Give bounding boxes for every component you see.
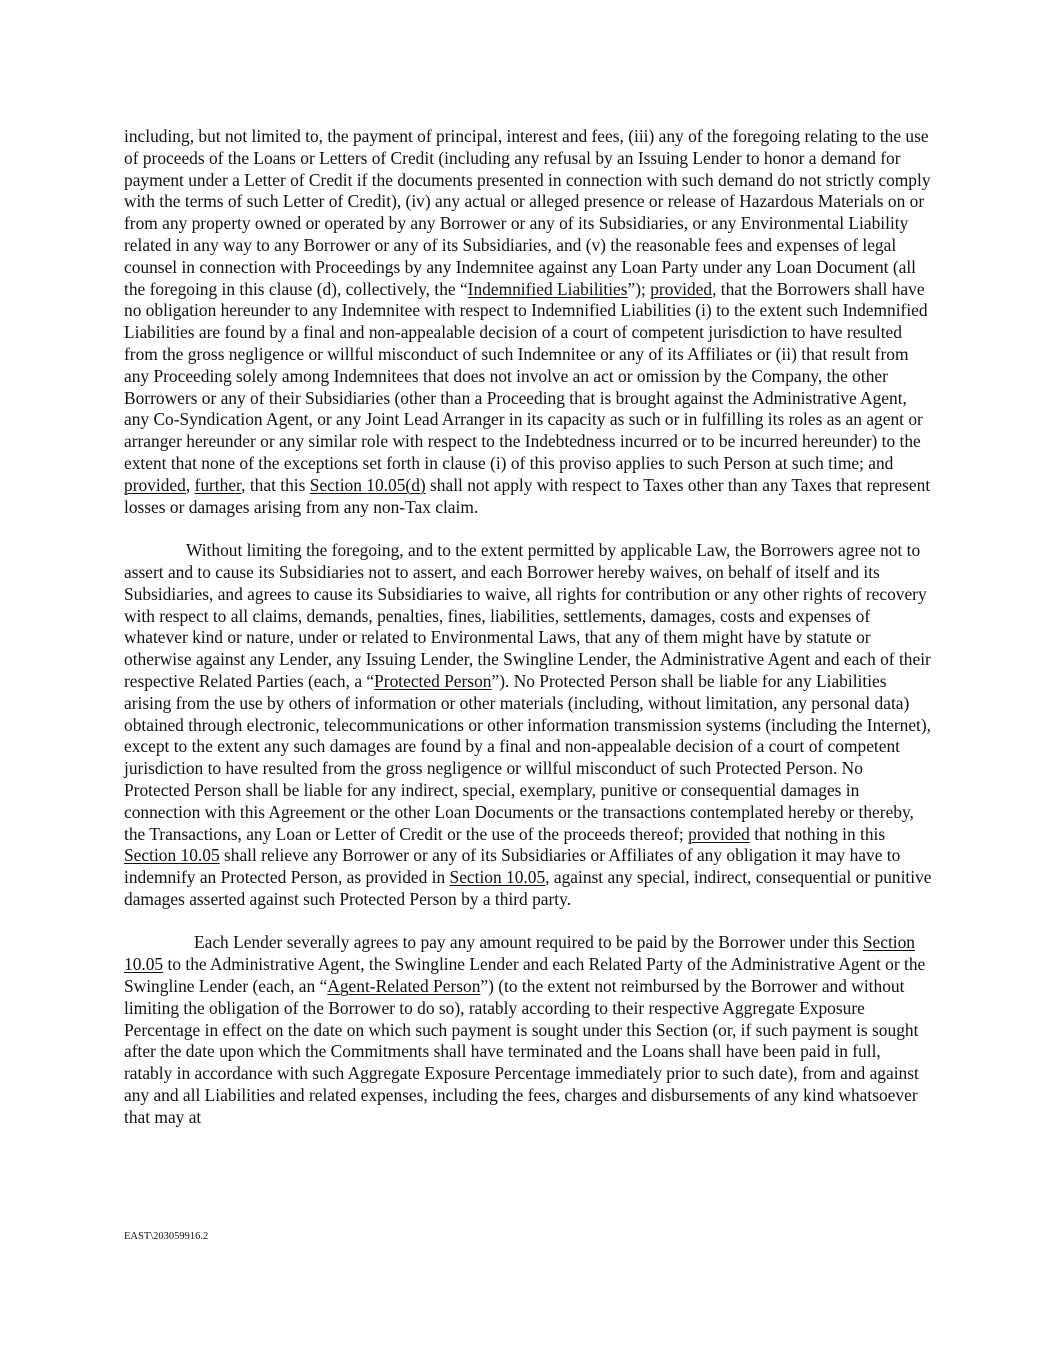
paragraph-text: , that the Borrowers shall have no obligation hereunder to any Indemnitee with respect to Indemnified Liabilities (i) to the extent such Indemnified Liabilities are found by a final and non-appealable decision of a court of competent jurisdiction to have resulted from the gross negligence or willful misconduct of such Indemnitee or any of its Affiliates or (ii) that result from any Proceeding solely among Indemnitees that does not involve an act or omission by the Company, the other Borrowers or any of their Subsidiaries (other than a Proceeding that is brought against the Administrative Agent, any Co-Syndication Agent, or any Joint Lead Arranger in its capacity as such or in fulfilling its roles as an agent or arranger hereunder or any similar role with respect to the Indebtedness incurred or to be incurred hereunder) to the extent that none of the exceptions set forth in clause (i) of this proviso applies to such Person at such time; and [124, 278, 928, 473]
paragraph-text: to the Administrative Agent, the Swingline Lender and each Related Party of the Administrative Agent or the Swingline Lender (each, an “ [124, 954, 926, 997]
term-provided: provided [124, 474, 186, 495]
paragraph-text: ”) (to the extent not reimbursed by the Borrower and without limiting the obligation of the Borrower to do so), ratably according to their respective Aggregate Exposure Percentage in effect on the date on which such payment is sought under this Section (or, if such payment is sought after the date upon which the Commitments shall have terminated and the Loans shall have been paid in full, ratably in accordance with such Aggregate Exposure Percentage immediately prior to such date), from and against any and all Liabilities and related expenses, including the fees, charges and disbursements of any kind whatsoever that may at [124, 976, 919, 1127]
paragraph-text: , [185, 474, 195, 495]
paragraph-text: , against any special, indirect, consequential or punitive damages asserted against such Protected Person by a third party. [124, 867, 932, 909]
paragraph-agent-related-person [124, 932, 932, 1128]
document-body [124, 126, 932, 1129]
paragraph-text: ”); [627, 278, 651, 299]
paragraph-text: including, but not limited to, the payment of principal, interest and fees, (iii) any of the foregoing relating to the use of proceeds of the Loans or Letters of Credit (including any refusal by an Issuing Lender to honor a demand for payment under a Letter of Credit if the documents presented in connection with such demand do not strictly comply with the terms of such Letter of Credit), (iv) any actual or alleged presence or release of Hazardous Materials on or from any property owned or operated by any Borrower or any of its Subsidiaries, or any Environmental Liability related in any way to any Borrower or any of its Subsidiaries, and (v) the reasonable fees and expenses of legal counsel in connection with Proceedings by any Indemnitee against any Loan Party under any Loan Document (all the foregoing in this clause (d), collectively, the “ [124, 126, 931, 299]
defined-term-indemnified-liabilities: Indemnified Liabilities [467, 278, 628, 299]
section-reference: Section 10.05 [124, 845, 220, 866]
paragraph-protected-person [124, 540, 932, 911]
document-footer-id: EAST\203059916.2 [124, 1231, 209, 1242]
paragraph-indemnified-liabilities [124, 126, 932, 518]
section-reference: Section 10.05 [449, 867, 546, 888]
term-further: further [194, 474, 242, 495]
paragraph-text: shall relieve any Borrower or any of its Subsidiaries or Affiliates of any obligation it may have to indemnify an Protected Person, as provided in [124, 845, 901, 888]
term-provided: provided [650, 278, 713, 299]
term-provided: provided [688, 823, 750, 844]
paragraph-gap [124, 518, 932, 540]
paragraph-gap [124, 911, 932, 933]
section-reference: Section 10.05 [124, 932, 915, 975]
defined-term-agent-related-person: Agent-Related Person [327, 976, 481, 997]
paragraph-text: Each Lender severally agrees to pay any amount required to be paid by the Borrower under this [194, 932, 863, 953]
section-reference: Section 10.05(d) [309, 474, 426, 495]
defined-term-protected-person: Protected Person [374, 670, 492, 691]
paragraph-text: that nothing in this [749, 823, 886, 844]
paragraph-text: , that this [241, 474, 310, 495]
paragraph-text: shall not apply with respect to Taxes other than any Taxes that represent losses or damages arising from any non-Tax claim. [124, 474, 931, 517]
paragraph-text: Without limiting the foregoing, and to the extent permitted by applicable Law, the Borrowers agree not to assert and to cause its Subsidiaries not to assert, and each Borrower hereby waives, on behalf of itself and its Subsidiaries, and agrees to cause its Subsidiaries to waive, all rights for contribution or any other rights of recovery with respect to all claims, demands, penalties, fines, liabilities, settlements, damages, costs and expenses of whatever kind or nature, under or related to Environmental Laws, that any of them might have by statute or otherwise against any Lender, any Issuing Lender, the Swingline Lender, the Administrative Agent and each of their respective Related Parties (each, a “ [124, 540, 931, 691]
paragraph-text: ”). No Protected Person shall be liable for any Liabilities arising from the use by others of information or other materials (including, without limitation, any personal data) obtained through electronic, telecommunications or other information transmission systems (including the Internet), except to the extent any such damages are found by a final and non-appealable decision of a court of competent jurisdiction to have resulted from the gross negligence or willful misconduct of such Protected Person. No Protected Person shall be liable for any indirect, special, exemplary, punitive or consequential damages in connection with this Agreement or the other Loan Documents or the transactions contemplated hereby or thereby, the Transactions, any Loan or Letter of Credit or the use of the proceeds thereof; [124, 670, 932, 844]
